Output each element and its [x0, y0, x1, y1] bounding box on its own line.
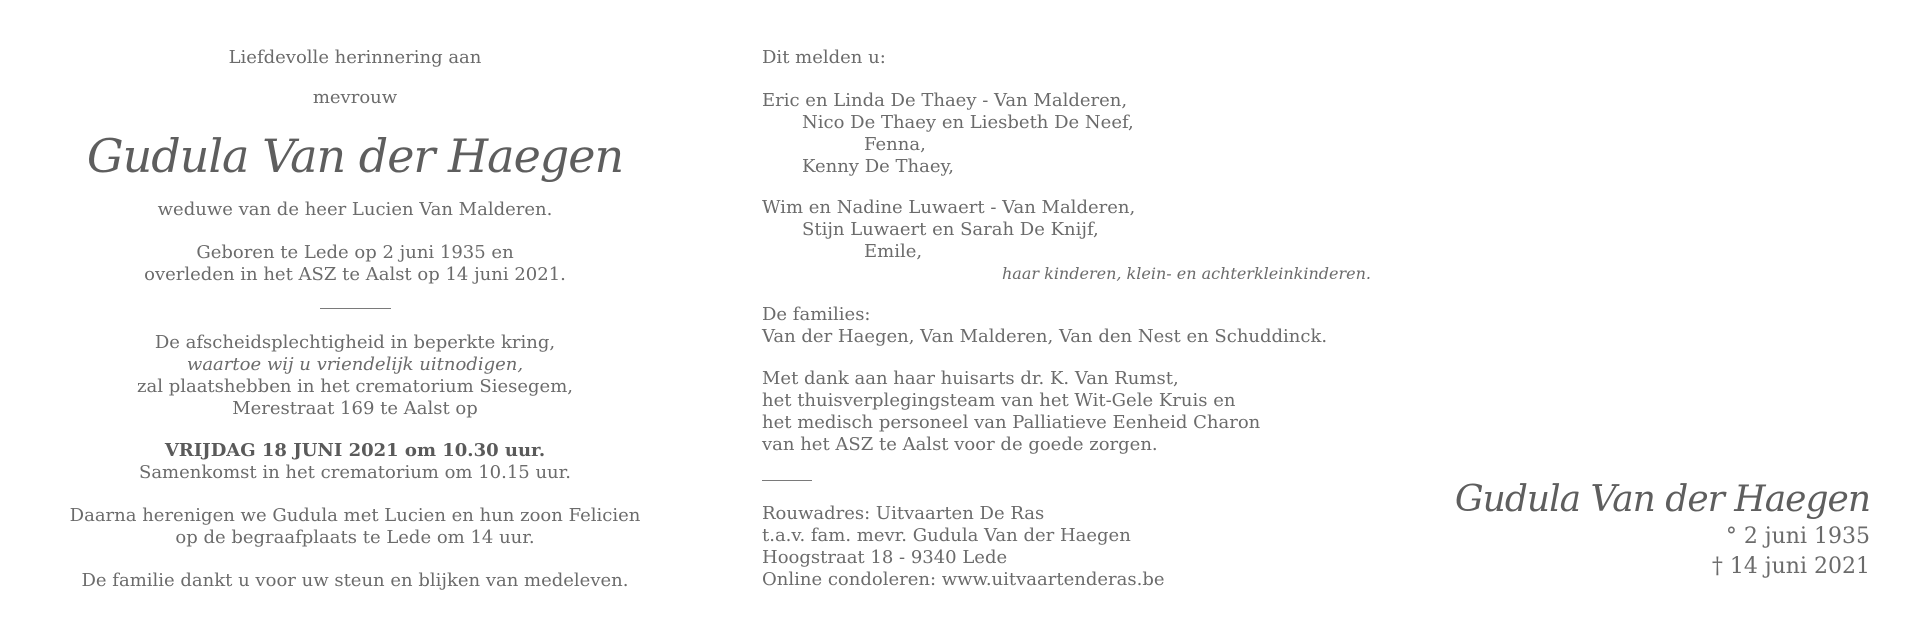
gratitude-line-1: Met dank aan haar huisarts dr. K. Van Rumst, [762, 368, 1179, 389]
address-line-1: Rouwadres: Uitvaarten De Ras [762, 503, 1045, 524]
death-date: † 14 juni 2021 [1711, 554, 1870, 579]
family1-line-3: Fenna, [864, 134, 926, 155]
family2-line-2: Stijn Luwaert en Sarah De Knijf, [802, 219, 1099, 240]
memorial-right-block [1455, 478, 1870, 582]
ceremony-line-2: waartoe wij u vriendelijk uitnodigen, [186, 354, 524, 375]
intro-text: Liefdevolle herinnering aan [228, 47, 482, 68]
widow-text: weduwe van de heer Lucien Van Malderen. [157, 199, 553, 220]
title-text: mevrouw [312, 87, 398, 108]
left-divider [320, 308, 391, 309]
family1-line-4: Kenny De Thaey, [802, 156, 954, 177]
announce-text: Dit melden u: [762, 47, 886, 68]
address-line-2: t.a.v. fam. mevr. Gudula Van der Haegen [762, 525, 1131, 546]
ceremony-line-1: De afscheidsplechtigheid in beperkte kring, [154, 332, 556, 353]
middle-divider [762, 480, 812, 481]
born-text: Geboren te Lede op 2 juni 1935 en [196, 242, 514, 263]
thanks-text: De familie dankt u voor uw steun en blijken van medeleven. [81, 570, 629, 591]
birth-date: ° 2 juni 1935 [1725, 524, 1870, 549]
family1-line-2: Nico De Thaey en Liesbeth De Neef, [802, 112, 1134, 133]
address-line-4: Online condoleren: www.uitvaartenderas.be [762, 569, 1165, 590]
family2-line-3: Emile, [864, 241, 923, 262]
relation-text: haar kinderen, klein- en achterkleinkinderen. [1002, 264, 1371, 283]
ceremony-line-3: zal plaatshebben in het crematorium Siesegem, [137, 376, 573, 397]
gathering-text: Samenkomst in het crematorium om 10.15 uur. [138, 462, 572, 483]
reunion-line-2: op de begraafplaats te Lede om 14 uur. [175, 527, 535, 548]
deceased-name-small: Gudula Van der Haegen [1454, 479, 1870, 520]
ceremony-line-4: Merestraat 169 te Aalst op [232, 398, 478, 419]
died-text: overleden in het ASZ te Aalst op 14 juni 2021. [144, 264, 566, 285]
gratitude-line-4: van het ASZ te Aalst voor de goede zorgen. [762, 434, 1158, 455]
families-label: De families: [762, 304, 871, 325]
reunion-line-1: Daarna herenigen we Gudula met Lucien en hun zoon Felicien [69, 505, 641, 526]
family1-line-1: Eric en Linda De Thaey - Van Malderen, [762, 90, 1128, 111]
gratitude-line-2: het thuisverplegingsteam van het Wit-Gele Kruis en [762, 390, 1236, 411]
families-text: Van der Haegen, Van Malderen, Van den Nest en Schuddinck. [762, 326, 1328, 347]
gratitude-line-3: het medisch personeel van Palliatieve Eenheid Charon [762, 412, 1261, 433]
ceremony-date: VRIJDAG 18 JUNI 2021 om 10.30 uur. [164, 440, 546, 461]
family2-line-1: Wim en Nadine Luwaert - Van Malderen, [762, 197, 1136, 218]
deceased-name-large: Gudula Van der Haegen [86, 129, 624, 183]
address-line-3: Hoogstraat 18 - 9340 Lede [762, 547, 1008, 568]
